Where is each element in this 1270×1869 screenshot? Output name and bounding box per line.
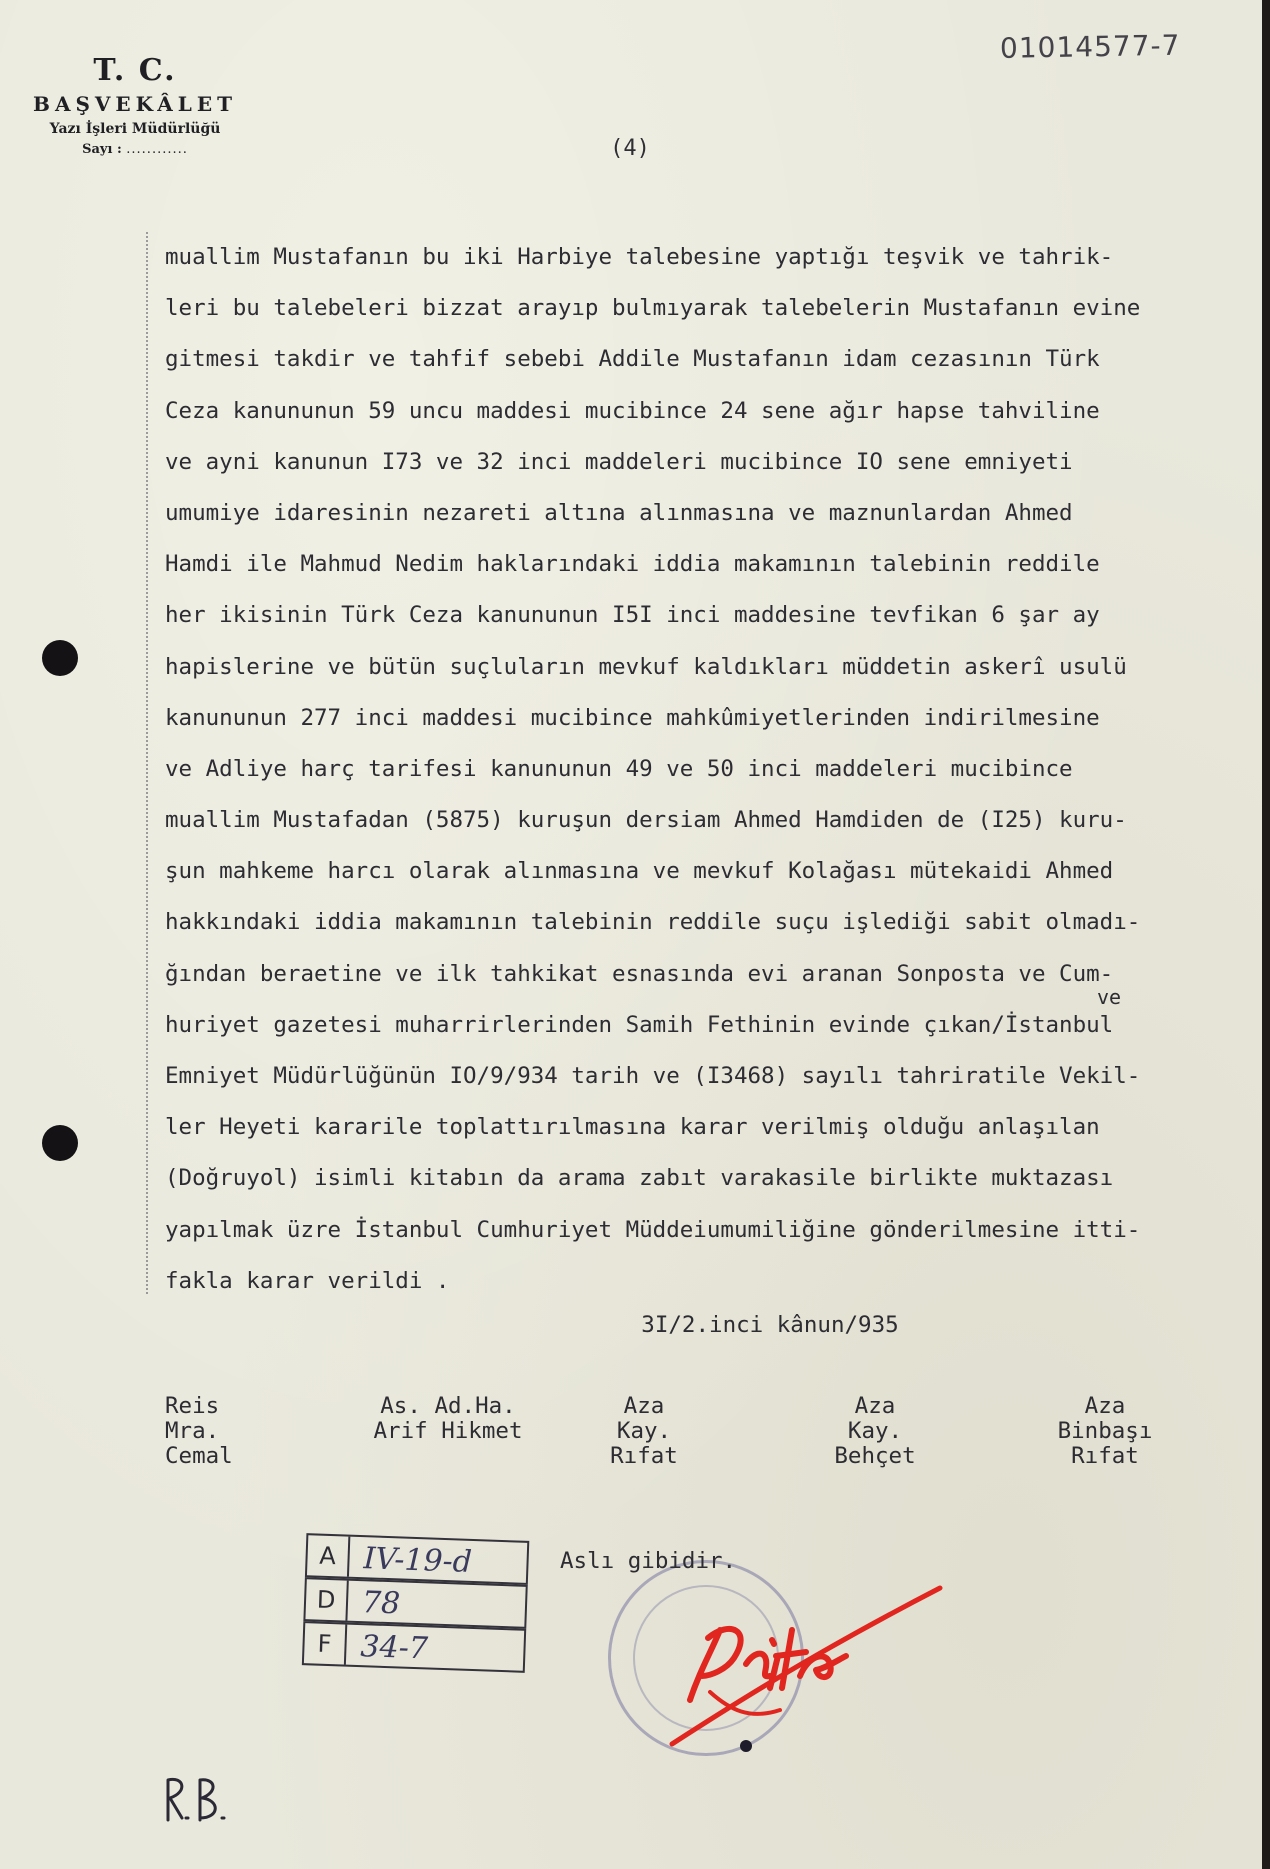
stamp-value: 78 xyxy=(361,1585,401,1622)
signature-block xyxy=(0,1394,1262,1484)
signature-member-1 xyxy=(534,1394,754,1469)
signature-rank: Binbaşı xyxy=(1057,1418,1153,1444)
signature-rank: Kay. xyxy=(616,1418,672,1444)
archive-stamp xyxy=(302,1533,530,1677)
body-line: hakkındaki iddia makamının talebinin reddile suçu işlediği sabit olmadı- xyxy=(165,909,1141,936)
letterhead-sayi xyxy=(0,140,270,160)
stamp-row-a xyxy=(305,1533,529,1585)
archive-number: 01014577-7 xyxy=(999,28,1181,65)
stamp-label: D xyxy=(305,1579,348,1620)
sayi-value: ............ xyxy=(126,142,188,157)
body-line: Hamdi ile Mahmud Nedim haklarındaki iddia makamının talebinin reddile xyxy=(165,551,1100,578)
body-line: (Doğruyol) isimli kitabın da arama zabıt varakasile birlikte muktazası xyxy=(165,1165,1114,1192)
stamp-label: A xyxy=(307,1535,350,1576)
stamp-value: IV-19-d xyxy=(362,1541,473,1580)
body-line: ğından beraetine ve ilk tahkikat esnasında evi aranan Sonposta ve Cum- xyxy=(165,960,1114,987)
signature-member-3 xyxy=(995,1394,1215,1469)
body-line: Emniyet Müdürlüğünün IO/9/934 tarih ve (I3468) sayılı tahriratile Vekil- xyxy=(165,1063,1141,1089)
stamp-label: F xyxy=(304,1623,347,1664)
body-line: şun mahkeme harcı olarak alınmasına ve mevkuf Kolağası mütekaidi Ahmed xyxy=(165,858,1114,885)
body-line: ler Heyeti kararile toplattırılmasına karar verilmiş olduğu anlaşılan xyxy=(165,1114,1100,1141)
signature-rank: Mra. xyxy=(165,1418,220,1444)
decision-date: 3I/2.inci kânun/935 xyxy=(641,1312,899,1338)
body-line: gitmesi takdir ve tahfif sebebi Addile Mustafanın idam cezasının Türk xyxy=(165,346,1100,373)
stamp-value: 34-7 xyxy=(359,1629,429,1667)
signature-title: As. Ad.Ha. xyxy=(380,1393,516,1419)
red-signature xyxy=(650,1560,950,1780)
body-line: huriyet gazetesi muharrirlerinden Samih Fethinin evinde çıkan/İstanbul xyxy=(165,1011,1114,1038)
body-line: Ceza kanununun 59 uncu maddesi mucibince 24 sene ağır hapse tahviline xyxy=(165,397,1100,424)
body-line: her ikisinin Türk Ceza kanununun I5I inci maddesine tevfikan 6 şar ay xyxy=(165,602,1100,629)
signature-title: Reis xyxy=(165,1393,220,1419)
punch-hole xyxy=(42,640,78,676)
body-line: muallim Mustafanın bu iki Harbiye talebesine yaptığı teşvik ve tahrik- xyxy=(165,244,1114,270)
signature-name: Rıfat xyxy=(1071,1443,1139,1469)
signature-prosecutor xyxy=(338,1394,558,1444)
signature-name: Cemal xyxy=(165,1443,233,1469)
handwritten-initials xyxy=(160,1770,240,1830)
margin-rule xyxy=(146,232,149,1294)
signature-name: Behçet xyxy=(834,1443,916,1469)
signature-title: Aza xyxy=(623,1393,665,1419)
letterhead-tc: T. C. xyxy=(93,53,177,88)
letterhead xyxy=(0,52,270,160)
body-line: leri bu talebeleri bizzat arayıp bulmıyarak talebelerin Mustafanın evine xyxy=(165,295,1141,322)
body-line: ve ayni kanunun I73 ve 32 inci maddeleri mucibince IO sene emniyeti xyxy=(165,448,1073,475)
body-line: hapislerine ve bütün suçluların mevkuf kaldıkları müddetin askerî usulü xyxy=(165,653,1127,680)
letterhead-organization: BAŞVEKÂLET xyxy=(33,92,237,116)
body-line: yapılmak üzre İstanbul Cumhuriyet Müddeiumumiliğine gönderilmesine itti- xyxy=(165,1216,1141,1243)
page-number: (4) xyxy=(610,136,650,161)
body-line: muallim Mustafadan (5875) kuruşun dersiam Ahmed Hamdiden de (I25) kuru- xyxy=(165,807,1127,834)
punch-hole xyxy=(42,1125,78,1161)
body-line: umumiye idaresinin nezareti altına alınmasına ve maznunlardan Ahmed xyxy=(165,499,1073,526)
body-line: fakla karar verildi . xyxy=(165,1267,450,1294)
stamp-row-f xyxy=(302,1621,526,1673)
sayi-label: Sayı : xyxy=(82,142,122,157)
scan-edge xyxy=(1262,0,1270,1869)
stamp-row-d xyxy=(303,1577,527,1629)
signature-member-2 xyxy=(765,1394,985,1469)
signature-name: Rıfat xyxy=(610,1443,678,1469)
signature-rank: Kay. xyxy=(847,1418,903,1444)
body-text xyxy=(165,232,1265,1307)
body-line: ve Adliye harç tarifesi kanununun 49 ve 50 inci maddeleri mucibince xyxy=(165,755,1073,782)
certified-copy-note: Aslı gibidir. xyxy=(560,1548,737,1574)
signature-name: Arif Hikmet xyxy=(373,1418,523,1444)
insertion-mark: ve xyxy=(1097,985,1122,1009)
signature-title: Aza xyxy=(854,1393,896,1419)
letterhead-department: Yazı İşleri Müdürlüğü xyxy=(49,121,221,137)
body-line: kanununun 277 inci maddesi mucibince mahkûmiyetlerinden indirilmesine xyxy=(165,704,1100,731)
signature-title: Aza xyxy=(1084,1393,1126,1419)
